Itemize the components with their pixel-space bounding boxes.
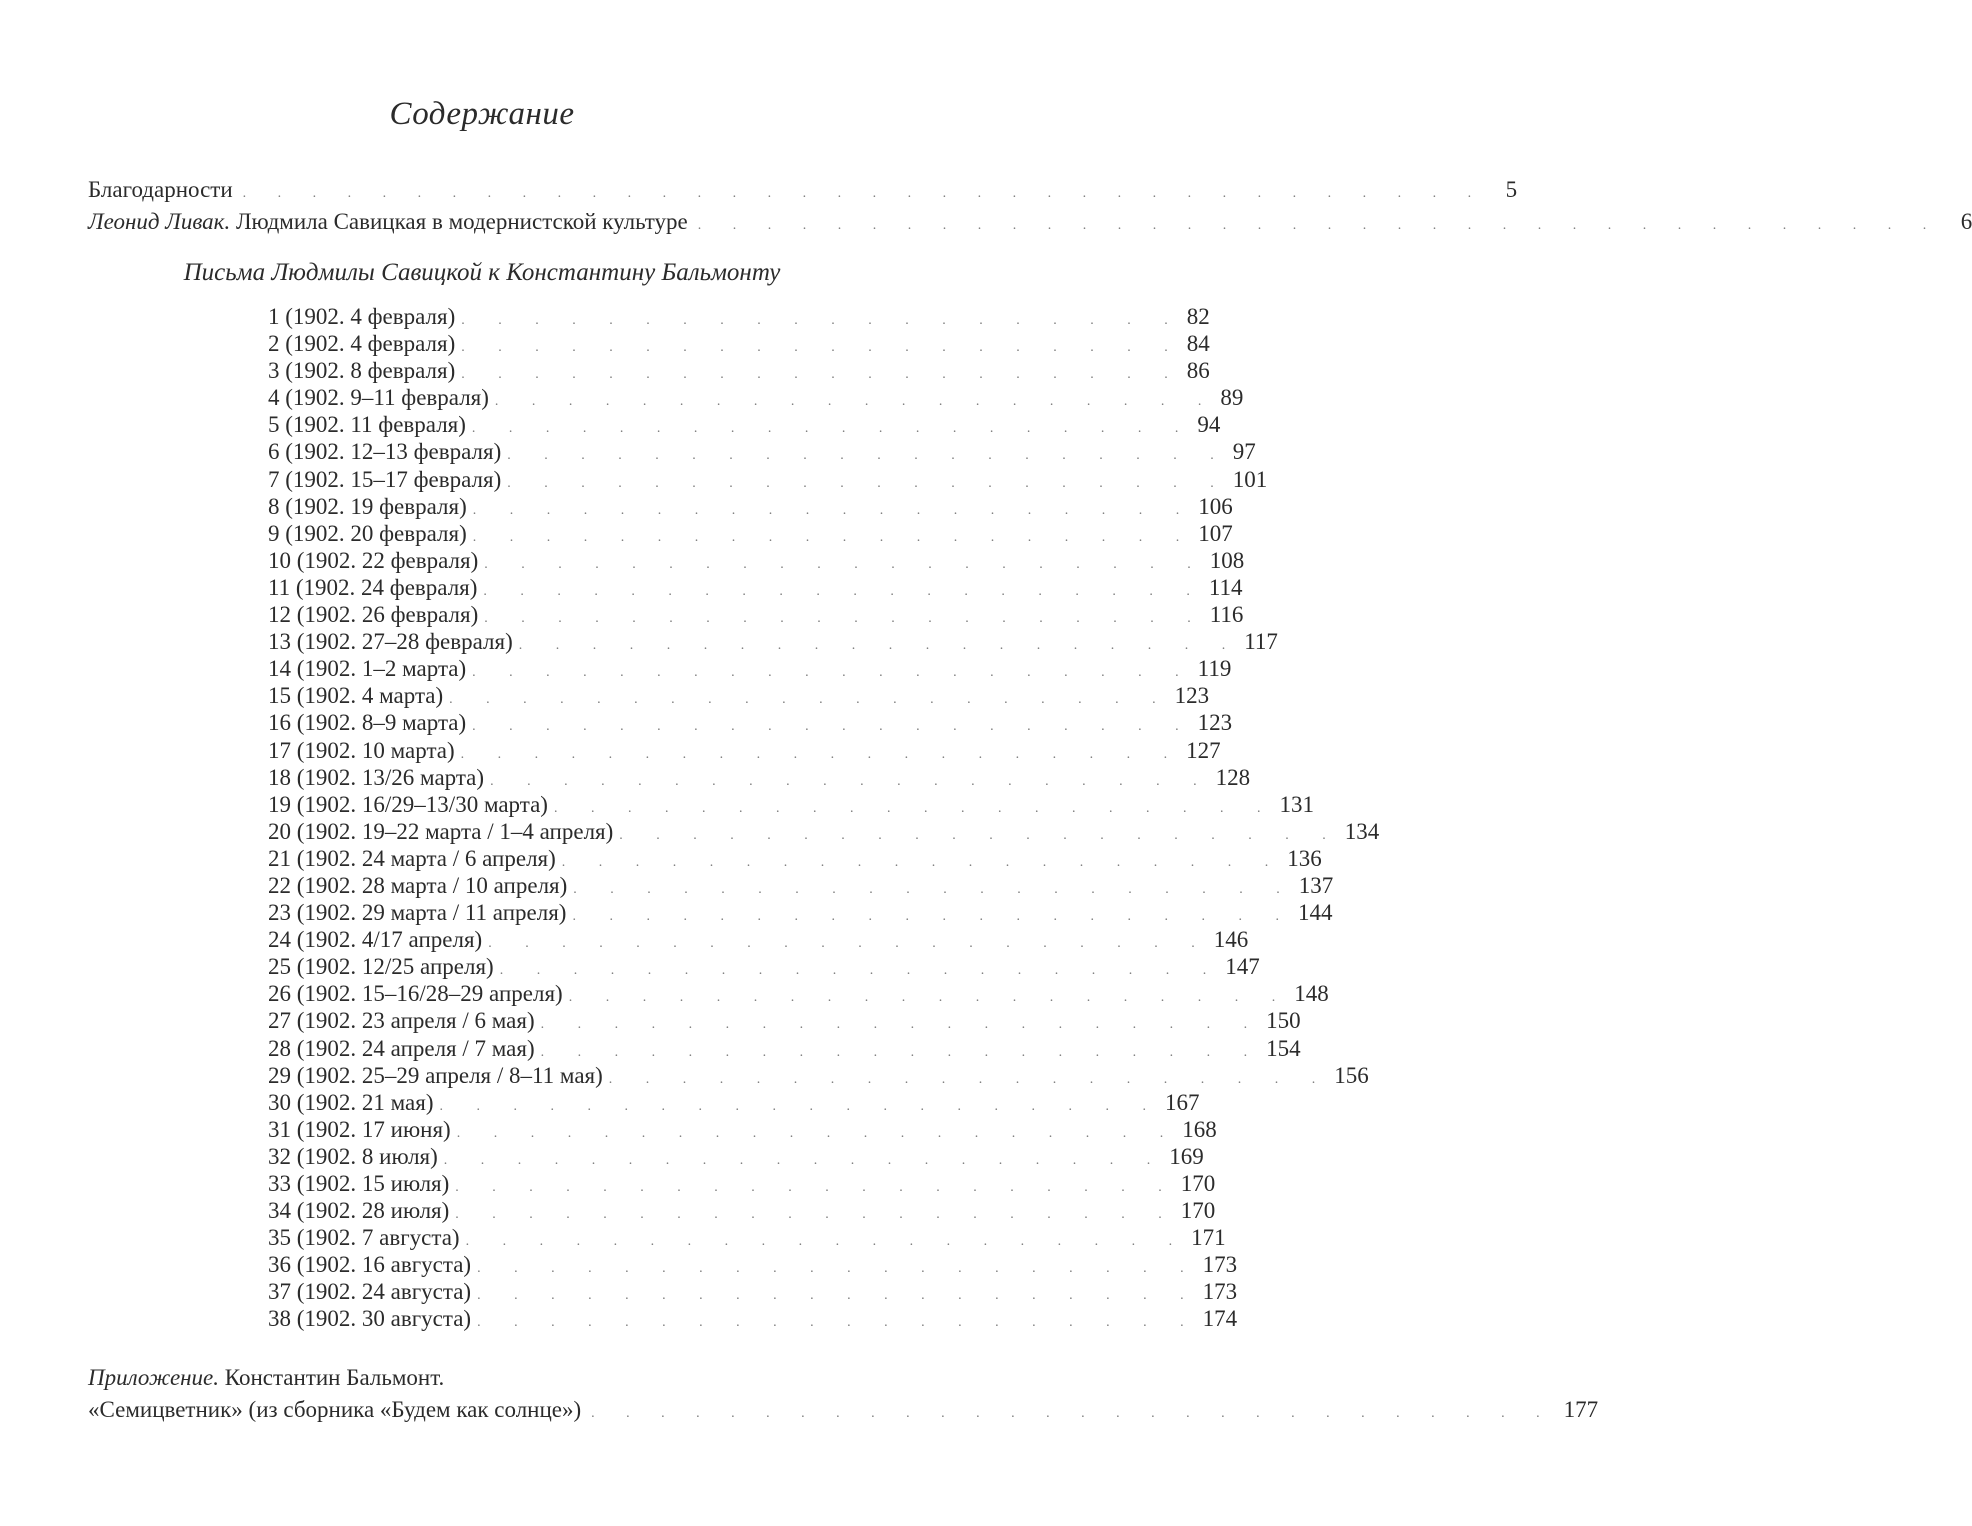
leader-dots: . . . . . . . . . . . . . . . . . . . .: [472, 665, 1194, 681]
leader-dots: . . . . . . . . . . . . . . . . . . . .: [461, 313, 1183, 328]
leader-dots: . . . . . . . . . . . . . . . . . . . .: [439, 1098, 1162, 1114]
leader-dots: . . . . . . . . . . . . . . . . . . . .: [472, 719, 1194, 735]
leader-dots: . . . . . . . . . . . . . . . . . . . .: [518, 638, 1241, 654]
letter-entry[interactable]: [268, 601, 1244, 628]
entry-page: 5: [1505, 177, 1518, 202]
letter-page: 174: [1202, 1306, 1238, 1332]
letter-entry[interactable]: [268, 1278, 1238, 1305]
letter-label: 25 (1902. 12/25 апреля): [268, 954, 494, 980]
letter-label: 1 (1902. 4 февраля): [268, 304, 456, 329]
letter-entry[interactable]: [268, 737, 1221, 764]
leader-dots: . . . . . . . . . . . . . . . . . . . .: [471, 421, 1194, 437]
leader-dots: . . . . . . . . . . . . . . . . . . . .: [540, 1044, 1263, 1060]
letter-page: 123: [1197, 710, 1233, 736]
leader-dots: . . . . . . . . . . . . . . . . . . . .: [460, 746, 1183, 762]
entry-text: Людмила Савицкая в модернистской культуре: [230, 209, 688, 234]
letter-entry[interactable]: [268, 574, 1243, 601]
letter-entry[interactable]: [268, 791, 1314, 818]
letters-list: [268, 303, 1380, 1333]
toc-entry[interactable]: [88, 174, 1518, 206]
letter-label: 34 (1902. 28 июля): [268, 1198, 450, 1224]
letter-label: 26 (1902. 15–16/28–29 апреля): [268, 981, 563, 1007]
letter-label: 14 (1902. 1–2 марта): [268, 656, 467, 682]
letter-entry[interactable]: [268, 303, 1210, 330]
letter-label: 22 (1902. 28 марта / 10 апреля): [268, 872, 568, 898]
letter-page: 116: [1209, 602, 1244, 628]
leader-dots: . . . . . . . . . . . . . . . . . . . .: [484, 611, 1206, 627]
letter-entry[interactable]: [268, 655, 1232, 682]
leader-dots: . . . . . . . . . . . . . . . . . . . .: [488, 936, 1210, 952]
front-matter-list: [88, 174, 1972, 238]
letter-label: 21 (1902. 24 марта / 6 апреля): [268, 845, 556, 871]
entry-text: Благодарности: [88, 177, 233, 202]
letter-label: 24 (1902. 4/17 апреля): [268, 927, 483, 953]
letter-page: 106: [1198, 493, 1233, 519]
entry-author: Леонид Ливак.: [88, 209, 231, 234]
leader-dots: . . . . . . . . . . . . . . . . . . . . . . . . . . . .: [591, 1406, 1554, 1421]
leader-dots: . . . . . . . . . . . . . . . . . . . . . . . . . . . . . . . . . . . .: [242, 186, 1486, 201]
letter-entry[interactable]: [268, 1251, 1238, 1278]
letter-label: 9 (1902. 20 февраля): [268, 520, 467, 546]
letter-page: 150: [1266, 1008, 1301, 1034]
letter-page: 107: [1198, 520, 1233, 546]
leader-dots: . . . . . . . . . . . . . . . . . . . .: [477, 1261, 1199, 1277]
letter-label: 20 (1902. 19–22 марта / 1–4 апреля): [268, 818, 614, 844]
letter-label: 36 (1902. 16 августа): [268, 1252, 472, 1278]
appendix-prefix: Приложение.: [88, 1365, 220, 1390]
letter-entry[interactable]: [268, 438, 1256, 465]
leader-dots: . . . . . . . . . . . . . . . . . . . .: [507, 475, 1229, 491]
letter-page: 173: [1202, 1252, 1238, 1278]
entry-title: [88, 206, 688, 238]
letter-label: 2 (1902. 4 февраля): [268, 331, 456, 357]
letter-page: 97: [1232, 439, 1256, 465]
entry-title: [88, 174, 233, 206]
letter-page: 101: [1232, 466, 1268, 492]
letter-entry[interactable]: [268, 1305, 1238, 1332]
appendix-page: 177: [1563, 1397, 1599, 1422]
letter-page: 86: [1186, 358, 1210, 384]
letter-entry[interactable]: [268, 1170, 1216, 1197]
appendix-title: «Семицветник» (из сборника «Будем как солнце»): [88, 1397, 582, 1422]
leader-dots: . . . . . . . . . . . . . . . . . . . .: [456, 1125, 1179, 1141]
letter-entry[interactable]: [268, 845, 1322, 872]
letter-entry[interactable]: [268, 1116, 1217, 1143]
letter-entry[interactable]: [268, 1143, 1204, 1170]
letter-label: 15 (1902. 4 марта): [268, 683, 444, 709]
letter-page: 123: [1174, 683, 1210, 709]
letter-page: 173: [1202, 1279, 1238, 1305]
letter-label: 8 (1902. 19 февраля): [268, 493, 467, 519]
letter-label: 12 (1902. 26 февраля): [268, 602, 479, 628]
letter-entry[interactable]: [268, 411, 1221, 438]
letter-page: 89: [1220, 385, 1244, 411]
letter-label: 35 (1902. 7 августа): [268, 1225, 460, 1251]
letter-page: 117: [1244, 629, 1278, 655]
letter-entry[interactable]: [268, 357, 1210, 384]
letter-page: 144: [1297, 900, 1333, 926]
letter-label: 18 (1902. 13/26 марта): [268, 764, 485, 790]
appendix-line-2: [88, 1394, 1599, 1430]
letter-entry[interactable]: [268, 384, 1244, 411]
appendix-entry[interactable]: [88, 1362, 1599, 1430]
letter-page: 108: [1209, 547, 1245, 573]
letter-page: 94: [1197, 412, 1221, 438]
letter-page: 127: [1186, 737, 1221, 763]
letter-label: 30 (1902. 21 мая): [268, 1089, 434, 1115]
leader-dots: . . . . . . . . . . . . . . . . . . . .: [449, 692, 1171, 708]
leader-dots: . . . . . . . . . . . . . . . . . . . .: [553, 800, 1276, 816]
letter-entry[interactable]: [268, 980, 1329, 1007]
toc-entry[interactable]: [88, 206, 1972, 238]
letter-page: 136: [1287, 845, 1322, 871]
leader-dots: . . . . . . . . . . . . . . . . . . . .: [455, 1180, 1177, 1195]
letter-entry[interactable]: [268, 1089, 1200, 1116]
leader-dots: . . . . . . . . . . . . . . . . . . . .: [477, 1315, 1199, 1331]
leader-dots: . . . . . . . . . . . . . . . . . . . .: [540, 1017, 1263, 1033]
letter-label: 11 (1902. 24 февраля): [268, 574, 478, 600]
leader-dots: . . . . . . . . . . . . . . . . . . . .: [499, 963, 1222, 979]
letter-page: 167: [1165, 1089, 1200, 1115]
letter-entry[interactable]: [268, 493, 1233, 520]
letter-page: 131: [1279, 791, 1314, 817]
letter-page: 84: [1186, 331, 1210, 357]
letter-label: 28 (1902. 24 апреля / 7 мая): [268, 1035, 535, 1061]
letter-page: 147: [1225, 954, 1260, 980]
letter-entry[interactable]: [268, 520, 1233, 547]
letter-label: 10 (1902. 22 февраля): [268, 547, 479, 573]
letter-page: 119: [1197, 656, 1232, 682]
letter-page: 114: [1208, 574, 1243, 600]
letter-page: 148: [1294, 981, 1329, 1007]
leader-dots: . . . . . . . . . . . . . . . . . . . .: [477, 1288, 1199, 1304]
letter-entry[interactable]: [268, 466, 1268, 493]
leader-dots: . . . . . . . . . . . . . . . . . . . .: [461, 367, 1183, 383]
letter-page: 154: [1266, 1035, 1301, 1061]
letter-entry[interactable]: [268, 709, 1233, 736]
letter-entry[interactable]: [268, 1197, 1216, 1224]
letter-page: 170: [1180, 1171, 1216, 1196]
letter-label: 6 (1902. 12–13 февраля): [268, 439, 502, 465]
leader-dots: . . . . . . . . . . . . . . . . . . . .: [483, 583, 1205, 599]
letter-label: 31 (1902. 17 июня): [268, 1116, 451, 1142]
letter-entry[interactable]: [268, 818, 1380, 845]
leader-dots: . . . . . . . . . . . . . . . . . . . .: [443, 1152, 1166, 1168]
letter-entry[interactable]: [268, 1007, 1301, 1034]
entry-page: 6: [1960, 209, 1972, 234]
leader-dots: . . . . . . . . . . . . . . . . . . . .: [619, 827, 1341, 843]
letter-page: 170: [1180, 1198, 1216, 1224]
letter-page: 137: [1298, 872, 1334, 898]
letter-entry[interactable]: [268, 899, 1333, 926]
leader-dots: . . . . . . . . . . . . . . . . . . . .: [490, 773, 1212, 789]
leader-dots: . . . . . . . . . . . . . . . . . . . .: [561, 854, 1284, 870]
leader-dots: . . . . . . . . . . . . . . . . . . . .: [573, 881, 1295, 897]
letter-label: 16 (1902. 8–9 марта): [268, 710, 467, 736]
letter-label: 19 (1902. 16/29–13/30 марта): [268, 791, 548, 817]
letter-label: 23 (1902. 29 марта / 11 апреля): [268, 900, 567, 926]
letter-entry[interactable]: [268, 926, 1249, 953]
leader-dots: . . . . . . . . . . . . . . . . . . . .: [472, 529, 1195, 545]
leader-dots: . . . . . . . . . . . . . . . . . . . .: [484, 556, 1206, 572]
letter-entry[interactable]: [268, 547, 1245, 574]
letter-label: 4 (1902. 9–11 февраля): [268, 385, 489, 411]
letter-label: 29 (1902. 25–29 апреля / 8–11 мая): [268, 1062, 603, 1088]
letter-page: 134: [1344, 818, 1380, 844]
letter-entry[interactable]: [268, 330, 1210, 357]
letter-label: 13 (1902. 27–28 февраля): [268, 629, 513, 655]
leader-dots: . . . . . . . . . . . . . . . . . . . .: [465, 1234, 1188, 1250]
letter-page: 128: [1215, 764, 1251, 790]
leader-dots: . . . . . . . . . . . . . . . . . . . .: [507, 448, 1229, 464]
letter-entry[interactable]: [268, 682, 1210, 709]
leader-dots: . . . . . . . . . . . . . . . . . . . .: [472, 502, 1195, 518]
letter-label: 27 (1902. 23 апреля / 6 мая): [268, 1008, 535, 1034]
leader-dots: . . . . . . . . . . . . . . . . . . . .: [461, 340, 1183, 356]
letter-entry[interactable]: [268, 764, 1251, 791]
letter-label: 7 (1902. 15–17 февраля): [268, 466, 502, 492]
letter-entry[interactable]: [268, 953, 1260, 980]
leader-dots: . . . . . . . . . . . . . . . . . . . . . . . . . . . . . . . . . . . .: [697, 218, 1941, 233]
letter-page: 146: [1213, 927, 1249, 953]
letter-page: 82: [1186, 304, 1210, 329]
appendix-line-1: [88, 1362, 878, 1394]
letter-label: 32 (1902. 8 июля): [268, 1143, 438, 1169]
letter-label: 33 (1902. 15 июля): [268, 1171, 450, 1196]
letter-page: 168: [1182, 1116, 1217, 1142]
letter-page: 169: [1169, 1143, 1204, 1169]
leader-dots: . . . . . . . . . . . . . . . . . . . .: [494, 394, 1217, 410]
letter-entry[interactable]: [268, 1035, 1301, 1062]
letter-page: 171: [1191, 1225, 1226, 1251]
letter-entry[interactable]: [268, 872, 1334, 899]
letter-label: 17 (1902. 10 марта): [268, 737, 455, 763]
leader-dots: . . . . . . . . . . . . . . . . . . . .: [568, 990, 1291, 1006]
letter-label: 38 (1902. 30 августа): [268, 1306, 472, 1332]
leader-dots: . . . . . . . . . . . . . . . . . . . .: [455, 1207, 1177, 1223]
page-title: Содержание: [389, 96, 575, 132]
letter-label: 3 (1902. 8 февраля): [268, 358, 456, 384]
letter-entry[interactable]: [268, 1062, 1369, 1089]
letter-page: 156: [1334, 1062, 1369, 1088]
leader-dots: . . . . . . . . . . . . . . . . . . . .: [608, 1071, 1331, 1087]
leader-dots: . . . . . . . . . . . . . . . . . . . .: [572, 909, 1294, 925]
letter-entry[interactable]: [268, 1224, 1226, 1251]
letter-entry[interactable]: [268, 628, 1278, 655]
letter-label: 37 (1902. 24 августа): [268, 1279, 472, 1305]
section-title: Письма Людмилы Савицкой к Константину Бальмонту: [183, 259, 781, 286]
letter-label: 5 (1902. 11 февраля): [268, 412, 466, 438]
appendix-author: Константин Бальмонт.: [219, 1365, 445, 1390]
